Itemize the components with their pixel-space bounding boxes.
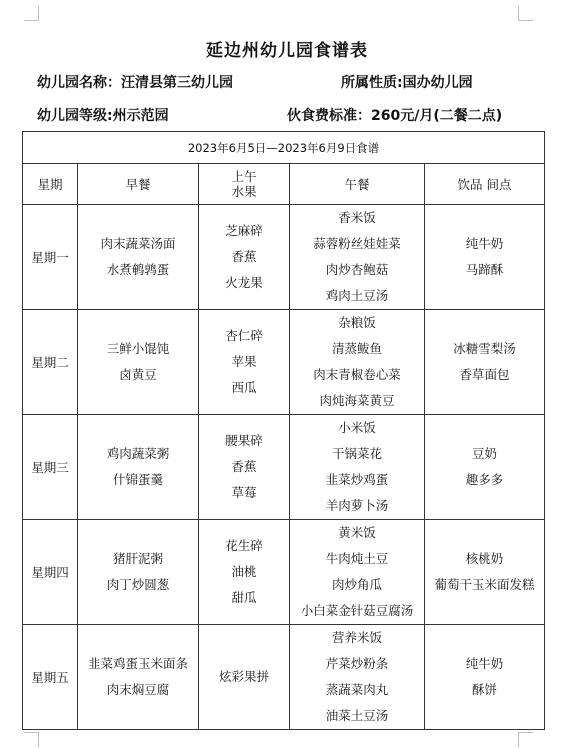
breakfast-cell (78, 625, 199, 730)
lunch-item: 清蒸鲅鱼 (331, 341, 382, 356)
lunch-item: 肉末青椒卷心菜 (313, 367, 401, 382)
drinks-item: 纯牛奶 (465, 236, 504, 251)
crop-mark-bottom-left (24, 732, 39, 747)
day-cell: 星期一 (23, 205, 78, 310)
fruit-item: 香蕉 (231, 459, 257, 474)
fruit-item: 芝麻碎 (225, 223, 263, 238)
breakfast-item: 猪肝泥粥 (112, 551, 163, 566)
lunch-item: 芹菜炒粉条 (325, 656, 389, 671)
breakfast-cell (78, 310, 199, 415)
drinks-item: 冰糖雪梨汤 (453, 341, 516, 356)
header-lunch: 午餐 (290, 164, 425, 205)
crop-mark-top-right (518, 6, 533, 21)
fruit-cell (199, 310, 290, 415)
breakfast-cell (78, 205, 199, 310)
drinks-cell (425, 205, 545, 310)
breakfast-cell (78, 520, 199, 625)
ownership-type: 所属性质:国办幼儿园 (341, 75, 473, 91)
lunch-item: 杂粮饭 (338, 315, 376, 330)
lunch-item: 油菜土豆汤 (325, 708, 389, 723)
lunch-item: 营养米饭 (331, 630, 382, 645)
drinks-item: 酥饼 (472, 682, 498, 697)
day-cell: 星期五 (23, 625, 78, 730)
breakfast-cell (78, 415, 199, 520)
document-title: 延边州幼儿园食谱表 (206, 41, 368, 61)
lunch-item: 干锅菜花 (331, 446, 382, 461)
date-range-cell: 2023年6月5日—2023年6月9日食谱 (23, 132, 545, 164)
drinks-item: 趣多多 (465, 472, 504, 487)
crop-mark-bottom-right (518, 732, 533, 747)
breakfast-item: 水煮鹌鹑蛋 (106, 262, 170, 277)
fruit-cell (199, 520, 290, 625)
fruit-item: 香蕉 (231, 249, 257, 264)
breakfast-item: 肉末焖豆腐 (106, 682, 170, 697)
fruit-cell (199, 625, 290, 730)
drinks-item: 马蹄酥 (465, 262, 504, 277)
kindergarten-grade: 幼儿园等级:州示范园 (37, 108, 169, 124)
lunch-item: 牛肉炖土豆 (325, 551, 389, 566)
header-row (23, 164, 545, 205)
lunch-item: 肉炒杏鲍菇 (325, 262, 389, 277)
table-row (23, 205, 545, 310)
header-day: 星期 (23, 164, 78, 205)
lunch-cell (290, 310, 425, 415)
drinks-item: 核桃奶 (465, 551, 504, 566)
crop-mark-top-left (24, 6, 39, 21)
drinks-cell (425, 415, 545, 520)
fruit-item: 腰果碎 (225, 433, 263, 448)
drinks-item: 葡萄干玉米面发糕 (434, 577, 535, 592)
header-fruit-line1: 上午 (231, 169, 257, 184)
lunch-item: 韭菜炒鸡蛋 (325, 472, 389, 487)
lunch-item: 蒜蓉粉丝娃娃菜 (313, 236, 401, 251)
fruit-item: 火龙果 (225, 275, 263, 290)
table-row (23, 415, 545, 520)
lunch-item: 羊肉萝卜汤 (325, 498, 389, 513)
day-cell: 星期四 (23, 520, 78, 625)
fruit-item: 草莓 (231, 485, 257, 500)
drinks-cell (425, 310, 545, 415)
breakfast-item: 卤黄豆 (119, 367, 157, 382)
lunch-cell (290, 205, 425, 310)
breakfast-item: 什锦蛋羹 (112, 472, 163, 487)
lunch-item: 小白菜金针菇豆腐汤 (300, 603, 414, 618)
drinks-item: 纯牛奶 (465, 656, 504, 671)
fruit-cell (199, 415, 290, 520)
lunch-item: 香米饭 (338, 210, 376, 225)
fruit-item: 炫彩果拼 (218, 669, 269, 684)
lunch-item: 肉炖海菜黄豆 (319, 393, 395, 408)
day-cell: 星期三 (23, 415, 78, 520)
fruit-item: 西瓜 (231, 380, 257, 395)
header-drinks: 饮品 间点 (425, 164, 545, 205)
drinks-item: 豆奶 (472, 446, 498, 461)
meal-fee-standard: 伙食费标准：260元/月(二餐二点) (287, 108, 503, 124)
fruit-item: 杏仁碎 (225, 328, 263, 343)
breakfast-item: 肉末蔬菜汤面 (100, 236, 176, 251)
table-row (23, 310, 545, 415)
lunch-cell (290, 625, 425, 730)
fruit-item: 甜瓜 (231, 590, 257, 605)
lunch-cell (290, 415, 425, 520)
menu-table (22, 131, 545, 730)
table-row (23, 520, 545, 625)
drinks-item: 香草面包 (459, 367, 510, 382)
breakfast-item: 韭菜鸡蛋玉米面条 (87, 656, 188, 671)
fruit-item: 苹果 (231, 354, 257, 369)
fruit-cell (199, 205, 290, 310)
lunch-cell (290, 520, 425, 625)
table-row (23, 625, 545, 730)
breakfast-item: 肉丁炒圆葱 (106, 577, 170, 592)
drinks-cell (425, 625, 545, 730)
header-fruit (199, 164, 290, 205)
kindergarten-name: 幼儿园名称：汪清县第三幼儿园 (37, 75, 233, 91)
breakfast-item: 鸡肉蔬菜粥 (106, 446, 170, 461)
lunch-item: 小米饭 (338, 420, 376, 435)
drinks-cell (425, 520, 545, 625)
lunch-item: 黄米饭 (338, 525, 376, 540)
fruit-item: 花生碎 (225, 538, 263, 553)
lunch-item: 肉炒角瓜 (331, 577, 382, 592)
day-cell: 星期二 (23, 310, 78, 415)
fruit-item: 油桃 (231, 564, 257, 579)
breakfast-item: 三鲜小馄饨 (106, 341, 170, 356)
header-breakfast: 早餐 (78, 164, 199, 205)
lunch-item: 鸡肉土豆汤 (325, 288, 389, 303)
header-fruit-line2: 水果 (231, 184, 257, 199)
date-range-row (23, 132, 545, 164)
lunch-item: 蒸蔬菜肉丸 (325, 682, 389, 697)
